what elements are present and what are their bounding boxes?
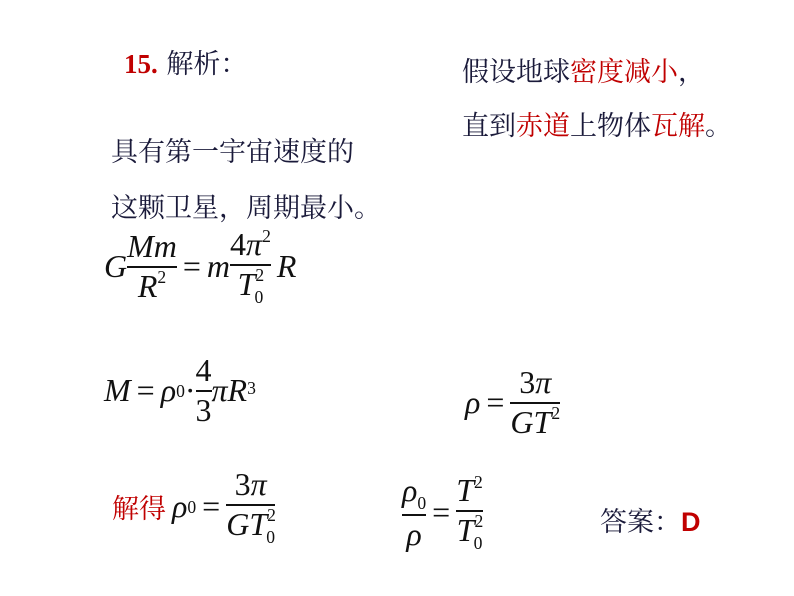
solve-label: 解得 — [112, 494, 166, 526]
heading-label: 解析： — [166, 49, 248, 80]
fraction-Mm-over-R2 — [127, 230, 177, 303]
equation-mass-density — [104, 354, 256, 427]
symbol-T: T — [456, 472, 474, 508]
note-line-2: 这颗卫星，周期最小。 — [111, 193, 381, 224]
answer — [600, 500, 701, 539]
symbols-GT: GT — [510, 403, 552, 440]
exponent: 3 — [247, 378, 256, 399]
fraction-4pi2-over-T02 — [230, 225, 271, 307]
coefficient: 4 — [230, 226, 247, 262]
assumption-line-2 — [462, 104, 732, 143]
exponent: 2 — [551, 403, 561, 424]
numerator: 4 — [195, 352, 212, 388]
symbol-rho: ρ — [402, 472, 418, 508]
coefficient: 3 — [519, 364, 536, 400]
fraction-3pi-over-GT2 — [510, 366, 560, 439]
symbol-pi: π — [246, 226, 263, 262]
fraction-3pi-over-GT02 — [226, 468, 275, 545]
subscript: 0 — [187, 497, 197, 518]
assumption-seg: 。 — [705, 111, 732, 142]
symbol-rho: ρ — [160, 372, 177, 409]
exponent: 2 — [262, 225, 271, 246]
numerator: Mm — [127, 228, 177, 265]
equation-density — [465, 366, 560, 439]
equals-sign: = — [202, 488, 221, 525]
answer-label: 答案： — [600, 507, 681, 538]
fraction-4-over-3 — [196, 354, 212, 427]
symbol-pi: π — [535, 364, 552, 400]
assumption-seg: 直到 — [462, 111, 516, 142]
subscript: 0 — [266, 526, 276, 547]
fraction-rho0-over-rho — [402, 474, 426, 551]
note-line-1: 具有第一宇宙速度的 — [111, 137, 354, 168]
assumption-seg-highlight: 瓦解 — [651, 111, 705, 142]
coefficient: 3 — [234, 466, 251, 502]
symbol-rho: ρ — [406, 515, 422, 552]
subscript: 0 — [176, 380, 185, 401]
equation-gravity-centripetal — [104, 225, 297, 307]
denominator: 3 — [195, 391, 212, 428]
symbol-T: T — [237, 265, 256, 302]
symbols-GT: GT — [226, 505, 268, 542]
symbol-G: G — [104, 248, 128, 285]
subscript: 0 — [473, 532, 483, 553]
symbol-m: m — [206, 248, 231, 285]
symbol-pi: π — [250, 466, 267, 502]
symbol-R: R — [227, 372, 248, 409]
exponent: 2 — [474, 471, 483, 492]
assumption-seg: ， — [678, 57, 705, 88]
symbol-pi: π — [211, 372, 228, 409]
equals-sign: = — [486, 384, 505, 421]
assumption-seg: 上物体 — [570, 111, 651, 142]
equals-sign: = — [136, 372, 155, 409]
exponent: 2 — [255, 265, 265, 286]
symbol-rho: ρ — [172, 488, 188, 525]
equals-sign: = — [432, 494, 451, 531]
symbol-R: R — [276, 248, 297, 285]
answer-value: D — [681, 507, 701, 537]
assumption-seg: 假设地球 — [462, 57, 570, 88]
dot-operator: · — [184, 372, 196, 409]
exponent: 2 — [157, 267, 167, 288]
symbol-T: T — [456, 511, 475, 548]
assumption-line-1 — [462, 50, 705, 89]
symbol-M: M — [104, 372, 131, 409]
subscript: 0 — [417, 493, 427, 514]
problem-number: 15. — [124, 49, 158, 79]
assumption-seg-highlight: 密度减小 — [570, 57, 678, 88]
exponent: 2 — [474, 511, 484, 532]
equation-solution — [112, 468, 275, 545]
subscript: 0 — [254, 286, 264, 307]
equation-density-ratio — [402, 471, 484, 553]
fraction-T2-over-T02 — [456, 471, 484, 553]
symbol-R: R — [137, 267, 158, 304]
symbol-rho: ρ — [465, 384, 481, 421]
exponent: 2 — [267, 505, 276, 526]
assumption-seg-highlight: 赤道 — [516, 111, 570, 142]
problem-heading — [124, 42, 247, 81]
equals-sign: = — [182, 248, 201, 285]
